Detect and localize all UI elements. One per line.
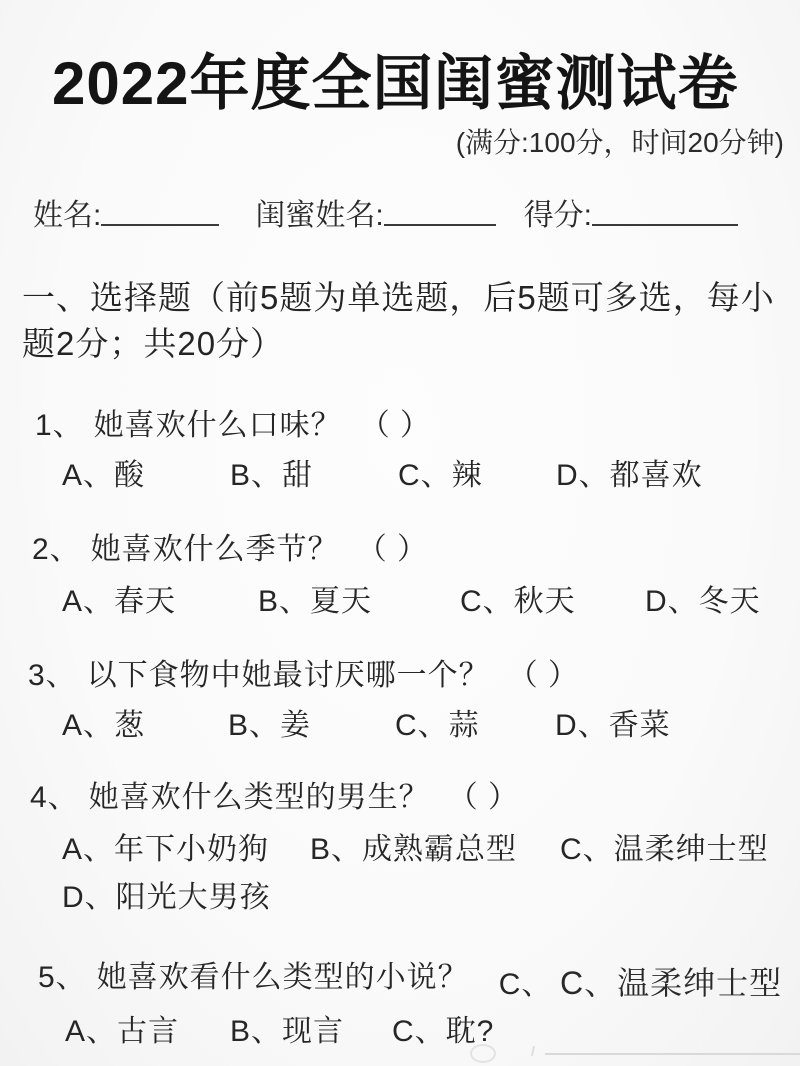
option: C、蒜 <box>395 709 480 742</box>
paper-subtitle: (满分:100分，时间20分钟) <box>455 127 784 158</box>
question-5-options-row <box>0 1006 800 1048</box>
option: B、现言 <box>230 1015 345 1048</box>
question-3-heading <box>28 650 579 694</box>
option: A、古言 <box>65 1015 180 1048</box>
question-4-options-row-1 <box>0 824 800 866</box>
option: D、都喜欢 <box>556 459 703 492</box>
question-5-number: 5、 <box>38 961 87 994</box>
option: C、温柔绅士型 <box>560 833 769 866</box>
name-field-blank <box>101 200 219 226</box>
question-3-options-row <box>0 700 800 742</box>
option: C、辣 <box>398 459 483 492</box>
question-5-stray-letter: C、 <box>498 968 553 1001</box>
option: A、年下小奶狗 <box>62 833 270 866</box>
question-1-text: 她喜欢什么口味？ <box>93 409 342 442</box>
question-4-text: 她喜欢什么类型的男生？ <box>88 781 430 814</box>
question-2-options-row <box>0 576 800 618</box>
option: A、葱 <box>62 709 146 742</box>
option: B、甜 <box>230 459 314 492</box>
question-2-number: 2、 <box>32 533 81 566</box>
question-1-heading <box>35 400 431 444</box>
option: D、香菜 <box>555 709 671 742</box>
question-4-answer-bracket: （ ） <box>447 781 520 814</box>
option: A、酸 <box>62 459 146 492</box>
question-3-answer-bracket: （ ） <box>507 659 580 692</box>
option: C、耽? <box>392 1015 495 1048</box>
page-title: 2022年度全国闺蜜测试卷 <box>52 50 739 117</box>
score-field-label: 得分: <box>523 199 593 232</box>
question-5-heading <box>38 952 553 1001</box>
question-1-number: 1、 <box>35 409 84 442</box>
question-4-number: 4、 <box>30 781 79 814</box>
question-4-heading <box>30 772 519 816</box>
section-heading-line1: 一、选择题（前5题为单选题，后5题可多选，每小 <box>22 279 775 316</box>
question-5-overlapping-option: C、温柔绅士型 <box>560 965 783 1001</box>
option: D、阳光大男孩 <box>62 881 271 914</box>
name-field-label: 姓名: <box>33 199 102 232</box>
option: B、成熟霸总型 <box>310 833 518 866</box>
option: B、夏天 <box>258 585 373 618</box>
question-1-answer-bracket: （ ） <box>359 409 432 442</box>
bff-name-field-blank <box>384 200 496 226</box>
section-heading-line2: 题2分；共20分） <box>22 325 285 362</box>
question-4-options-row-2 <box>0 872 800 914</box>
question-2-text: 她喜欢什么季节？ <box>90 533 339 566</box>
question-3-number: 3、 <box>28 659 77 692</box>
option: B、姜 <box>228 709 312 742</box>
option: A、春天 <box>62 585 177 618</box>
question-2-heading <box>32 524 428 568</box>
question-3-text: 以下食物中她最讨厌哪一个？ <box>86 659 490 692</box>
score-field-blank <box>592 200 738 226</box>
option: D、冬天 <box>645 585 761 618</box>
option: C、秋天 <box>460 585 576 618</box>
watermark-ring <box>470 1044 496 1063</box>
question-2-answer-bracket: （ ） <box>356 533 429 566</box>
watermark-line <box>545 1053 800 1055</box>
watermark-tick <box>531 1046 535 1056</box>
fields-row <box>33 190 738 234</box>
bff-name-field-label: 闺蜜姓名: <box>255 199 384 232</box>
question-1-options-row <box>0 450 800 492</box>
question-5-text: 她喜欢看什么类型的小说？ <box>96 961 469 994</box>
